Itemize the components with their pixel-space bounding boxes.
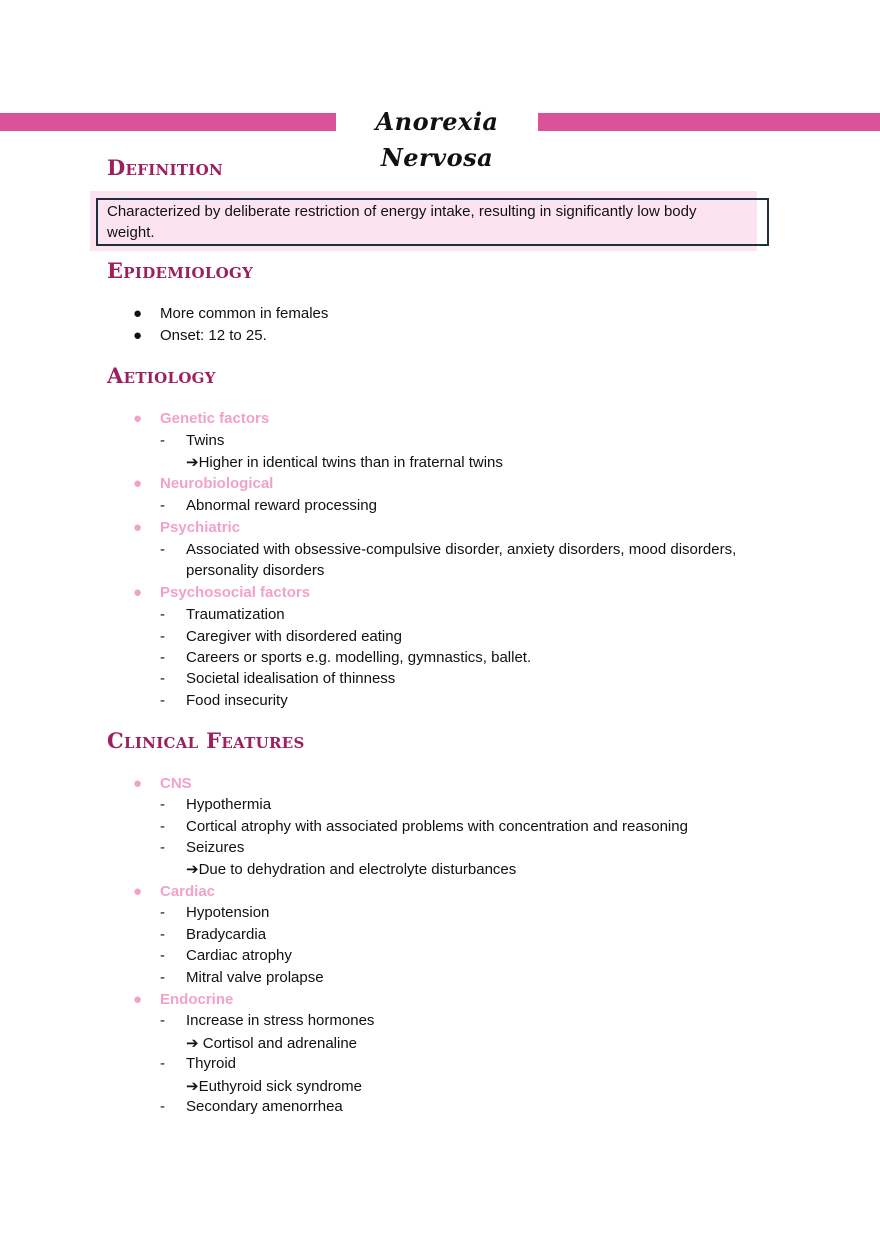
bullet-icon: ● (133, 883, 143, 900)
list-item: Hypothermia (186, 796, 272, 813)
list-item: personality disorders (186, 562, 325, 579)
bullet-icon: ● (133, 991, 143, 1008)
category-label: Psychosocial factors (160, 584, 311, 601)
category-label: Cardiac (160, 883, 216, 900)
page-title: Anorexia Nervosa (336, 104, 538, 140)
list-item: Societal idealisation of thinness (186, 670, 396, 687)
category-label: CNS (160, 775, 192, 792)
heading-epidemiology: Epidemiology (107, 258, 254, 283)
bullet-icon: ● (133, 519, 143, 536)
list-item: Bradycardia (186, 926, 267, 943)
list-item: Onset: 12 to 25. (160, 327, 267, 344)
arrow-right-icon: ➔ (186, 1077, 199, 1095)
bullet-icon: ● (133, 584, 143, 601)
list-item: Associated with obsessive-compulsive disorder, anxiety disorders, mood disorders, (186, 541, 737, 558)
arrow-right-icon: ➔ (186, 860, 199, 878)
list-item: Careers or sports e.g. modelling, gymnastics, ballet. (186, 649, 532, 666)
list-item: Thyroid (186, 1055, 237, 1072)
list-item: Abnormal reward processing (186, 497, 377, 514)
list-item: Traumatization (186, 606, 285, 623)
heading-clinical-features: Clinical Features (107, 728, 305, 753)
bullet-icon: ● (133, 305, 143, 322)
list-item: More common in females (160, 305, 329, 322)
list-item: Cardiac atrophy (186, 947, 292, 964)
list-item: ➔ Cortisol and adrenaline (186, 1034, 358, 1052)
list-item: ➔Higher in identical twins than in fraternal twins (186, 453, 503, 471)
list-item: ➔Euthyroid sick syndrome (186, 1077, 362, 1095)
list-item: Mitral valve prolapse (186, 969, 324, 986)
definition-text-line1: Characterized by deliberate restriction of energy intake, resulting in significantly low body (107, 203, 697, 220)
list-item: ➔Due to dehydration and electrolyte disturbances (186, 860, 517, 878)
list-item: Caregiver with disordered eating (186, 628, 402, 645)
definition-text-line2: weight. (107, 224, 155, 241)
list-item: Increase in stress hormones (186, 1012, 375, 1029)
bullet-icon: ● (133, 775, 143, 792)
definition-box (96, 198, 769, 246)
bullet-icon: ● (133, 327, 143, 344)
heading-aetiology: Aetiology (107, 363, 216, 388)
bullet-icon: ● (133, 475, 143, 492)
category-label: Psychiatric (160, 519, 241, 536)
list-item: Twins (186, 432, 225, 449)
bullet-icon: ● (133, 410, 143, 427)
category-label: Genetic factors (160, 410, 270, 427)
category-label: Endocrine (160, 991, 234, 1008)
list-item: Hypotension (186, 904, 270, 921)
list-item: Food insecurity (186, 692, 288, 709)
category-label: Neurobiological (160, 475, 274, 492)
heading-definition: Definition (107, 155, 223, 180)
arrow-right-icon: ➔ (186, 1034, 199, 1052)
list-item: Seizures (186, 839, 245, 856)
arrow-right-icon: ➔ (186, 453, 199, 471)
list-item: Secondary amenorrhea (186, 1098, 343, 1115)
list-item: Cortical atrophy with associated problems with concentration and reasoning (186, 818, 688, 835)
